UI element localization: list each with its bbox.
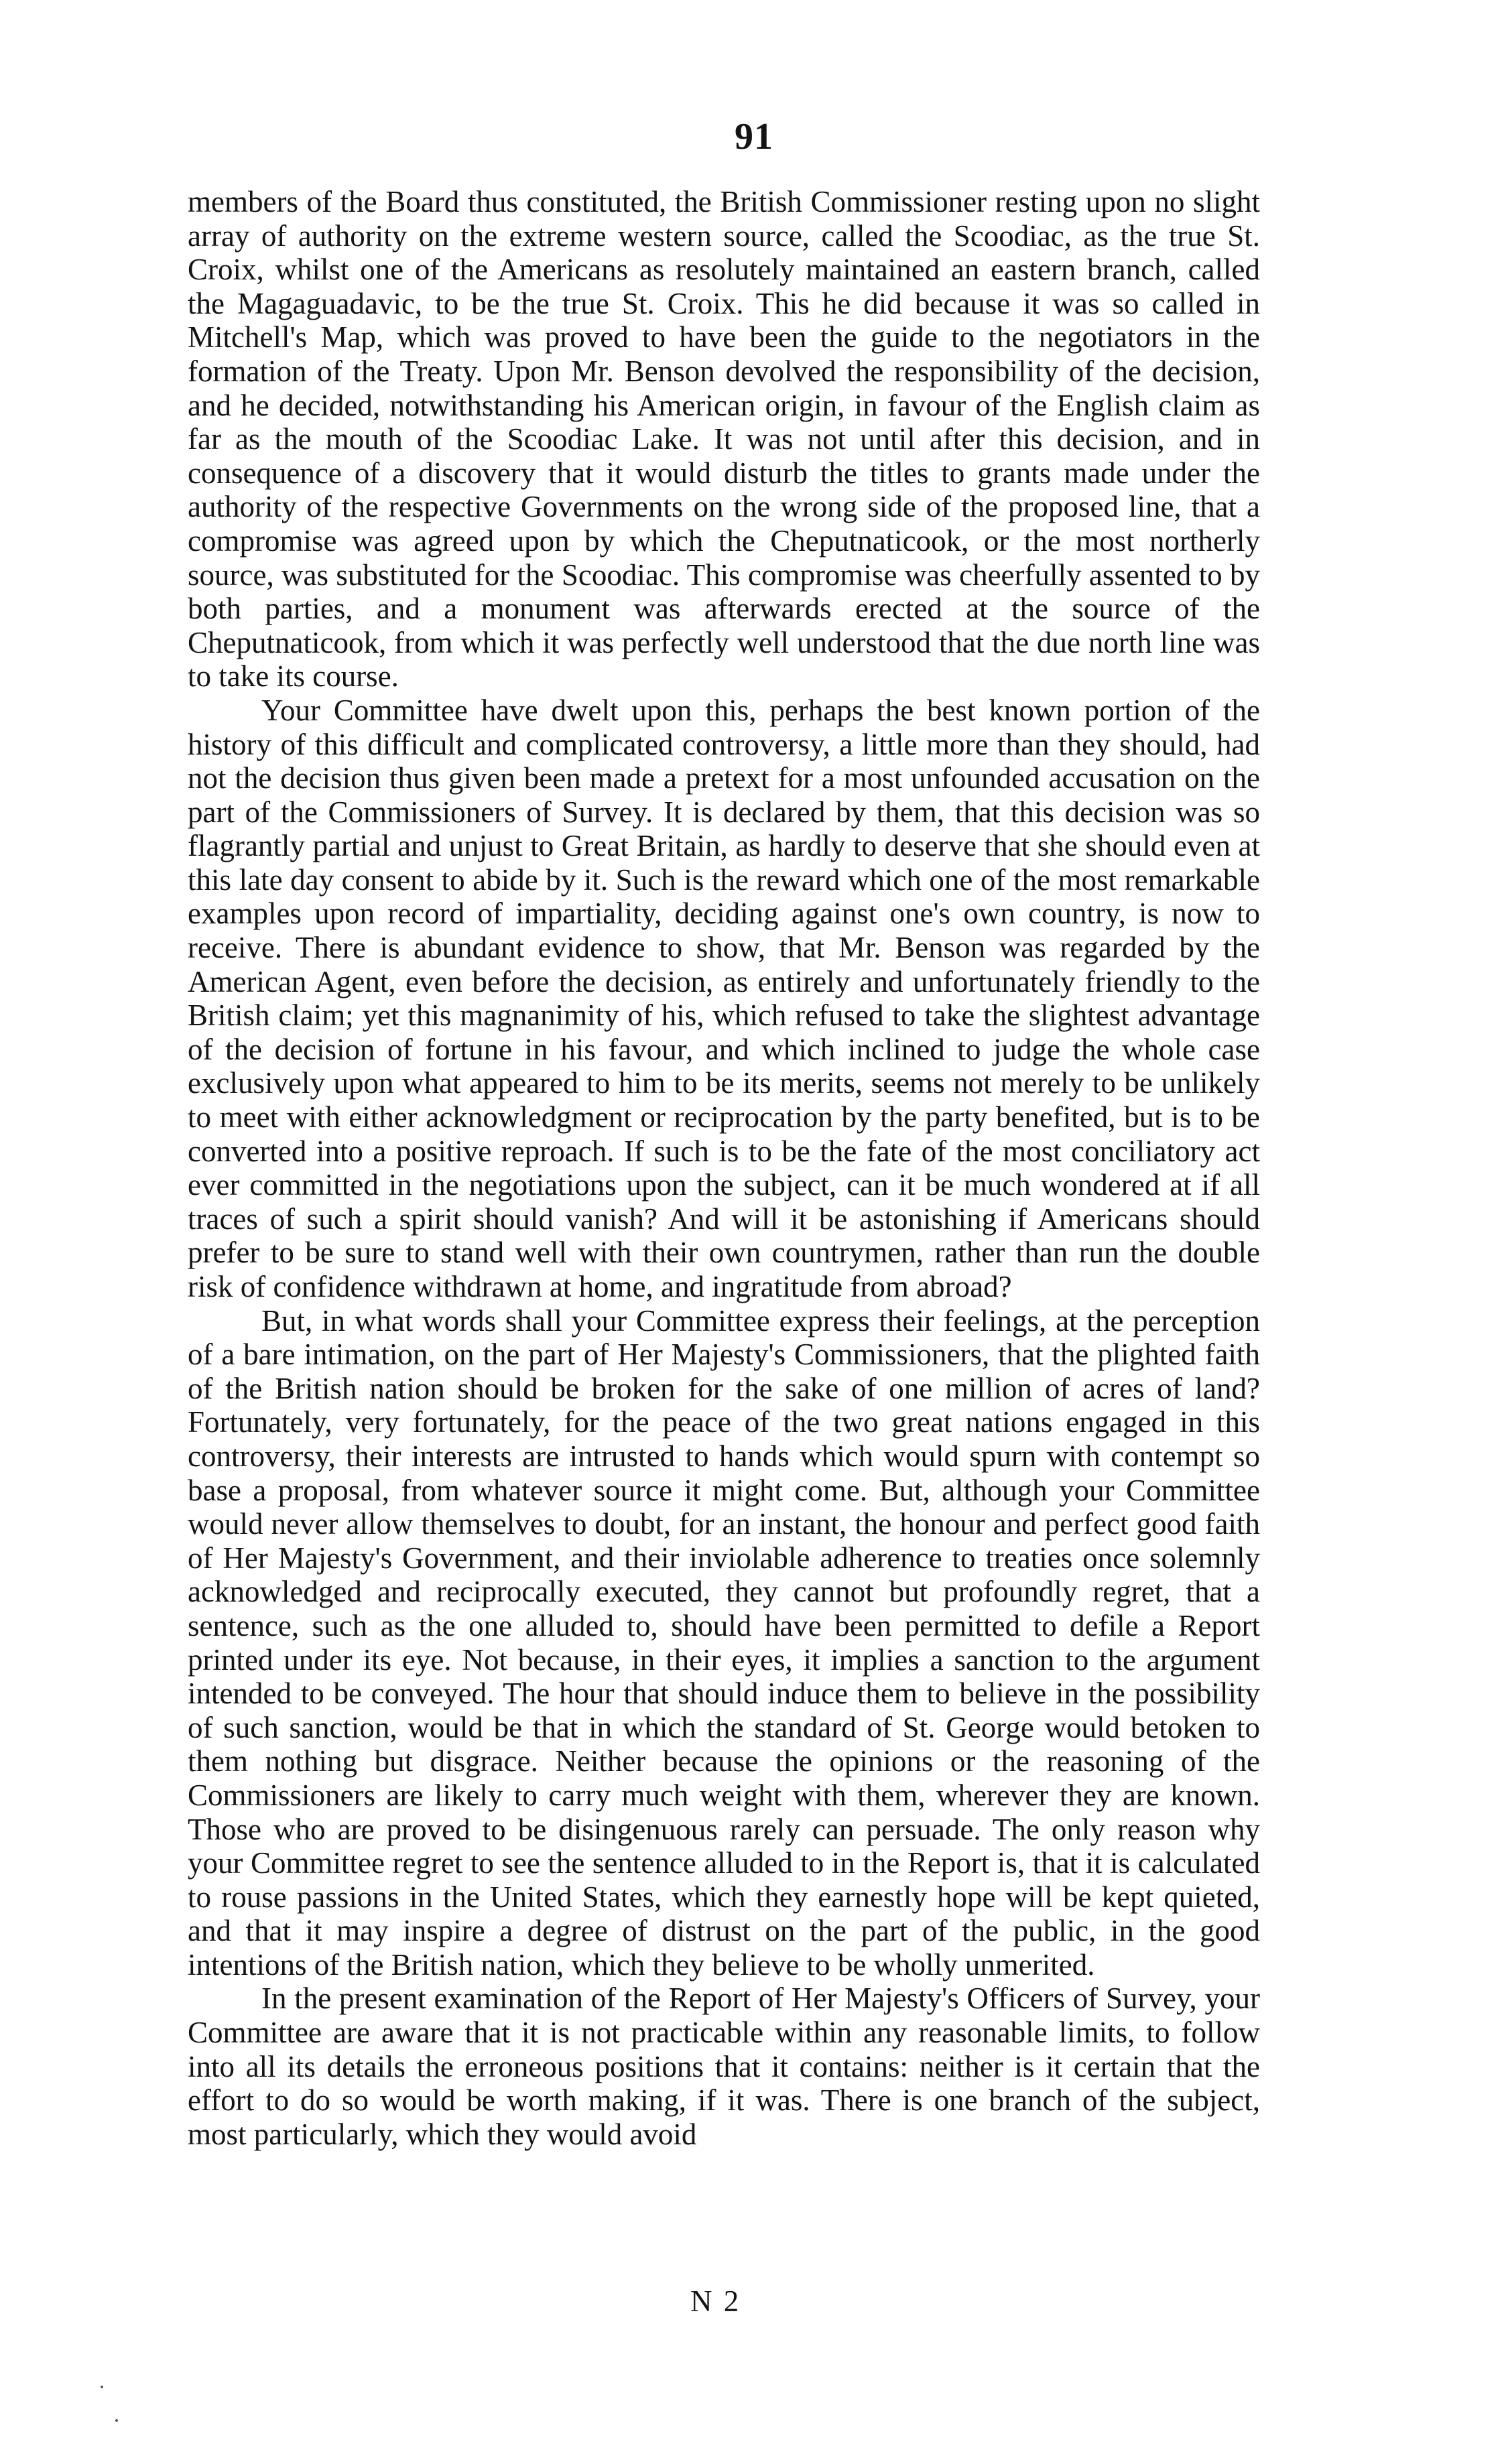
paper-speck — [101, 2386, 103, 2388]
body-text — [188, 185, 1260, 2151]
signature-mark: N 2 — [690, 2284, 741, 2318]
paragraph-1: members of the Board thus constituted, the British Commissioner resting upon no slight array of authority on the extreme western source, called the Scoodiac, as the true St. Croix, whilst one of the Americans as resolutely maintained an eastern branch, called the Magaguadavic, to be the true St. Croix. This he did because it was so called in Mitchell's Map, which was proved to have been the guide to the negotiators in the formation of the Treaty. Upon Mr. Benson devolved the responsibility of the decision, and he decided, notwithstanding his American origin, in favour of the English claim as far as the mouth of the Scoodiac Lake. It was not until after this decision, and in consequence of a discovery that it would disturb the titles to grants made under the authority of the respective Governments on the wrong side of the proposed line, that a compromise was agreed upon by which the Cheputnaticook, or the most northerly source, was substituted for the Scoodiac. This compromise was cheerfully assented to by both parties, and a monument was afterwards erected at the source of the Cheputnaticook, from which it was perfectly well understood that the due north line was to take its course. — [188, 185, 1260, 694]
paragraph-3: But, in what words shall your Committee express their feelings, at the perception of a bare intimation, on the part of Her Majesty's Commissioners, that the plighted faith of the British nation should be broken for the sake of one million of acres of land? Fortunately, very fortunately, for the peace of the two great nations engaged in this controversy, their interests are intrusted to hands which would spurn with contempt so base a proposal, from whatever source it might come. But, although your Committee would never allow themselves to doubt, for an instant, the honour and perfect good faith of Her Majesty's Government, and their inviolable adherence to treaties once solemnly acknowledged and reciprocally executed, they cannot but profoundly regret, that a sentence, such as the one alluded to, should have been permitted to defile a Report printed under its eye. Not because, in their eyes, it implies a sanction to the argument intended to be conveyed. The hour that should induce them to believe in the possibility of such sanction, would be that in which the standard of St. George would betoken to them nothing but disgrace. Neither because the opinions or the reasoning of the Commissioners are likely to carry much weight with them, wherever they are known. Those who are proved to be disingenuous rarely can persuade. The only reason why your Committee regret to see the sentence alluded to in the Report is, that it is calculated to rouse passions in the United States, which they earnestly hope will be kept quieted, and that it may inspire a degree of distrust on the part of the public, in the good intentions of the British nation, which they believe to be wholly unmerited. — [188, 1303, 1260, 1982]
paragraph-4: In the present examination of the Report of Her Majesty's Officers of Survey, your Committee are aware that it is not practicable within any reasonable limits, to follow into all its details the erroneous positions that it contains: neither is it certain that the effort to do so would be worth making, if it was. There is one branch of the subject, most particularly, which they would avoid — [188, 1982, 1260, 2151]
paragraph-2: Your Committee have dwelt upon this, perhaps the best known portion of the history of this difficult and complicated controversy, a little more than they should, had not the decision thus given been made a pretext for a most unfounded accusation on the part of the Commissioners of Survey. It is declared by them, that this decision was so flagrantly partial and unjust to Great Britain, as hardly to deserve that she should even at this late day consent to abide by it. Such is the reward which one of the most remarkable examples upon record of impartiality, deciding against one's own country, is now to receive. There is abundant evidence to show, that Mr. Benson was regarded by the American Agent, even before the decision, as entirely and unfortunately friendly to the British claim; yet this magnanimity of his, which refused to take the slightest advantage of the decision of fortune in his favour, and which inclined to judge the whole case exclusively upon what appeared to him to be its merits, seems not merely to be unlikely to meet with either acknowledgment or reciprocation by the party benefited, but is to be converted into a positive reproach. If such is to be the fate of the most conciliatory act ever committed in the negotiations upon the subject, can it be much wondered at if all traces of such a spirit should vanish? And will it be astonishing if Americans should prefer to be sure to stand well with their own countrymen, rather than run the double risk of confidence withdrawn at home, and ingratitude from abroad? — [188, 693, 1260, 1303]
paper-speck — [115, 2419, 118, 2422]
page-number: 91 — [735, 116, 773, 157]
